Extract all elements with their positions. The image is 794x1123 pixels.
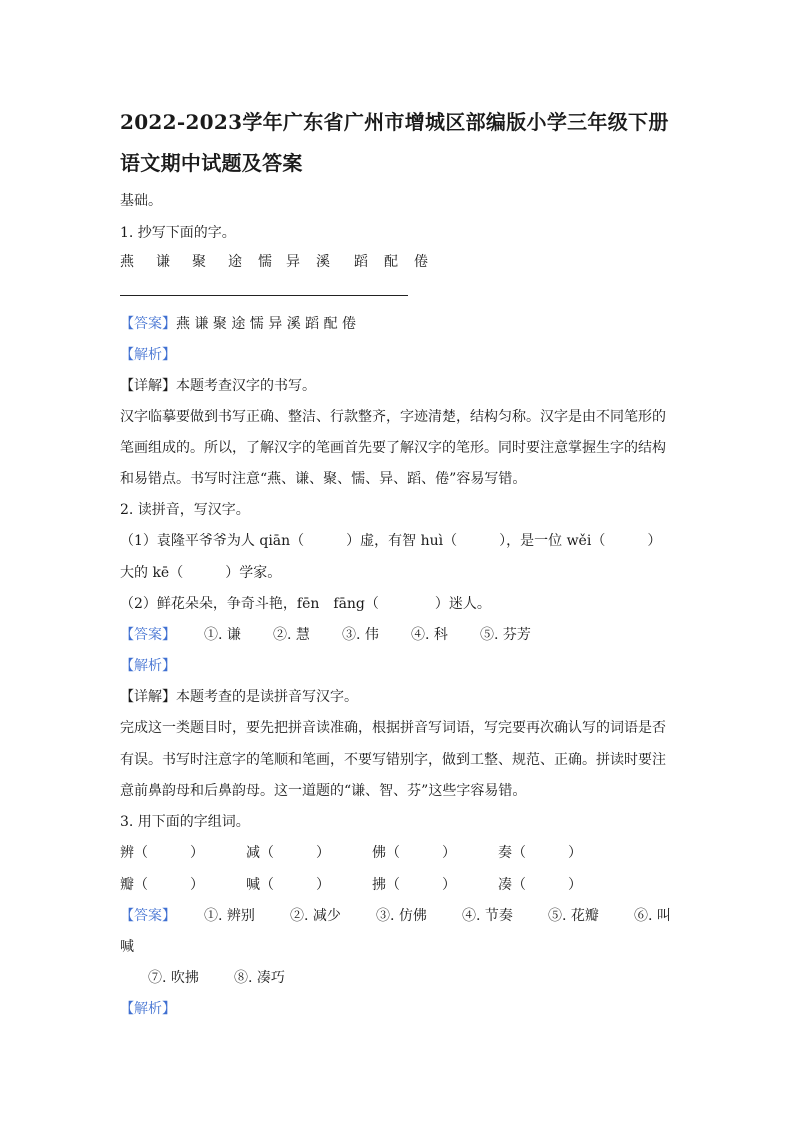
q2-answer-item: ④. 科 [411,627,448,643]
q1-char: 异 [286,254,300,270]
q1-detail: 本题考查汉字的书写。 [176,378,316,394]
q1-char: 溪 [316,254,330,270]
q2-para-3: 意前鼻韵母和后鼻韵母。这一道题的“谦、智、芬”这些字容易错。 [120,783,527,799]
q2-answer-item: ⑤. 芬芳 [480,627,531,643]
q2-answer-item: ①. 谦 [204,627,241,643]
q2-line-3: （2）鲜花朵朵，争奇斗艳，fēn fāng（ ）迷人。 [120,596,491,612]
q2-answer-row [120,624,531,644]
q1-para-2: 笔画组成的。所以，了解汉字的笔画首先要了解汉字的笔形。同时要注意掌握生字的结构 [120,440,666,456]
q3-word-item: 减（ ） [246,845,330,861]
q2-line-2: 大的 kē（ ）学家。 [120,565,282,581]
q1-para-3: 和易错点。书写时注意“燕、谦、聚、懦、异、蹈、倦”容易写错。 [120,471,527,487]
q3-answer-item: ⑦. 吹拂 [148,970,199,986]
q3-answer-item: ⑧. 凑巧 [234,970,285,986]
q1-char: 途 [228,254,242,270]
q1-char-list [120,251,428,271]
q1-prompt: 1. 抄写下面的字。 [120,225,236,241]
q2-line-1: （1）袁隆平爷爷为人 qiān（ ）虚，有智 huì（ ），是一位 wěi（ ） [120,533,662,549]
q2-para-2: 有误。书写时注意字的笔顺和笔画，不要写错别字，做到工整、规范、正确。拼读时要注 [120,752,666,768]
answer-tag: 【答案】 [120,627,176,643]
q3-answer-item: ④. 节奏 [462,908,513,924]
q3-prompt: 3. 用下面的字组词。 [120,814,250,830]
q2-para-1: 完成这一类题目时，要先把拼音读准确，根据拼音写词语，写完要再次确认写的词语是否 [120,720,666,736]
q3-answer-item: ⑥. 叫 [634,908,671,924]
q2-prompt: 2. 读拼音，写汉字。 [120,502,250,518]
q3-word-item: 瓣（ ） [120,877,204,893]
detail-tag: 【详解】 [120,378,176,394]
q3-answer-item: ③. 仿佛 [376,908,427,924]
q3-answer-continuation: 喊 [120,939,134,955]
detail-tag: 【详解】 [120,689,176,705]
q3-word-item: 佛（ ） [372,845,456,861]
answer-tag: 【答案】 [120,316,176,332]
q3-analysis-tag: 【解析】 [120,1001,176,1017]
q1-analysis-tag: 【解析】 [120,347,176,363]
q3-word-item: 拂（ ） [372,877,456,893]
answer-tag: 【答案】 [120,908,176,924]
q3-answer-item: ①. 辨别 [204,908,255,924]
q3-word-row-1 [120,842,680,862]
q1-char: 配 [384,254,398,270]
doc-title-line-1: 2022-2023学年广东省广州市增城区部编版小学三年级下册 [120,110,669,134]
q1-char: 聚 [192,254,206,270]
q1-char: 燕 [120,254,134,270]
q2-answer-item: ②. 慧 [273,627,310,643]
q2-detail-row [120,686,358,706]
q1-para-1: 汉字临摹要做到书写正确、整洁、行款整齐，字迹清楚，结构匀称。汉字是由不同笔形的 [120,409,666,425]
q1-answer-row [120,313,356,333]
q3-word-item: 凑（ ） [498,877,582,893]
q1-char: 懦 [258,254,272,270]
q1-detail-row [120,375,316,395]
q3-word-item: 辨（ ） [120,845,204,861]
q1-writing-line [120,295,408,296]
q3-answer-row-2 [148,967,285,987]
q2-analysis-tag: 【解析】 [120,658,176,674]
q2-detail: 本题考查的是读拼音写汉字。 [176,689,358,705]
q1-char: 倦 [414,254,428,270]
doc-title-line-2: 语文期中试题及答案 [120,151,303,175]
q3-word-row-2 [120,874,680,894]
q1-answer: 燕 谦 聚 途 懦 异 溪 蹈 配 倦 [176,316,357,332]
q1-char: 蹈 [354,254,368,270]
q3-answer-item: ⑤. 花瓣 [548,908,599,924]
q3-word-item: 奏（ ） [498,845,582,861]
q3-answer-row [120,905,671,925]
q3-word-item: 喊（ ） [246,877,330,893]
q2-answer-item: ③. 伟 [342,627,379,643]
q3-answer-item: ②. 减少 [290,908,341,924]
section-heading: 基础。 [120,193,162,209]
q1-char: 谦 [156,254,170,270]
